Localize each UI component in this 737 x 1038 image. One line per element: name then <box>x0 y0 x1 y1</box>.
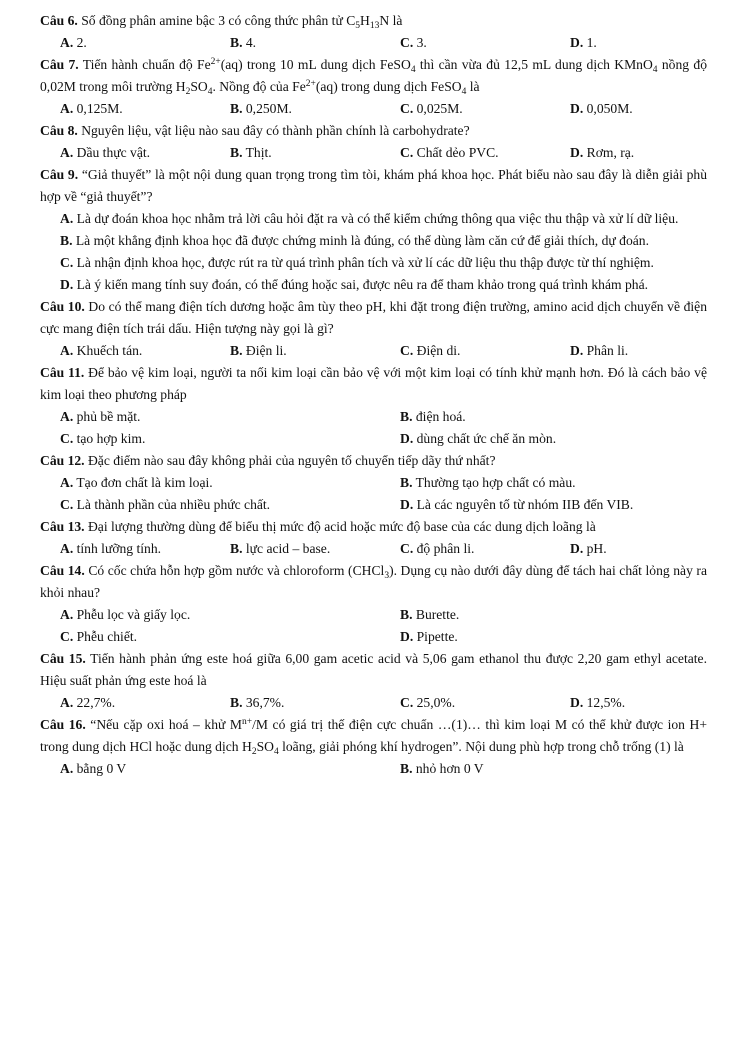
question-16-options <box>40 758 707 780</box>
question-6-label: Câu 6. <box>40 13 78 28</box>
question-15-label: Câu 15. <box>40 651 86 666</box>
option-d[interactable]: D. Là các nguyên tố từ nhóm IIB đến VIB. <box>400 497 634 512</box>
question-14-label: Câu 14. <box>40 563 85 578</box>
question-16 <box>40 714 707 780</box>
option-d[interactable]: D. Pipette. <box>400 629 458 644</box>
option-a[interactable]: A. bằng 0 V <box>60 761 127 776</box>
option-a[interactable]: A. Phễu lọc và giấy lọc. <box>60 607 191 622</box>
option-a[interactable]: A. 2. <box>60 35 87 50</box>
question-7-stem: Câu 7. Tiến hành chuẩn độ $Fe^{2+}(aq)$ trong 10 mL dung dịch FeSO$_4$ thì cần vừa đủ 12,5 mL dung dịch KMnO$_4$ nồng độ 0,02M trong môi trường $H_2SO_4$. Nồng độ của $Fe^{2+}(aq)$ trong dung dịch FeSO$_4$ là <box>40 57 707 97</box>
option-c[interactable]: C. 3. <box>400 35 427 50</box>
question-10-options <box>40 340 707 362</box>
question-9-label: Câu 9. <box>40 167 79 182</box>
question-13-stem: Câu 13. Đại lượng thường dùng để biểu thị mức độ acid hoặc mức độ base của các dung dịch loãng là <box>40 519 596 534</box>
option-c[interactable]: C. Là thành phần của nhiều phức chất. <box>60 497 271 512</box>
option-a[interactable]: A. Dầu thực vật. <box>60 145 151 160</box>
question-12-options <box>40 472 707 516</box>
option-b[interactable]: B. 0,250M. <box>230 101 292 116</box>
question-6 <box>40 10 707 54</box>
question-9-stem: Câu 9. “Giả thuyết” là một nội dung quan trọng trong tìm tòi, khám phá khoa học. Phát biểu nào sau đây là diễn giải phù hợp về “giả thuyết”? <box>40 167 707 204</box>
question-14-options <box>40 604 707 648</box>
option-c[interactable]: C. Phễu chiết. <box>60 629 138 644</box>
option-d[interactable]: D. 0,050M. <box>570 101 633 116</box>
option-d[interactable]: D. pH. <box>570 541 607 556</box>
question-12-label: Câu 12. <box>40 453 85 468</box>
option-d[interactable]: D. 12,5%. <box>570 695 626 710</box>
option-c[interactable]: C. tạo hợp kim. <box>60 431 146 446</box>
question-11-label: Câu 11. <box>40 365 85 380</box>
question-8 <box>40 120 707 164</box>
question-6-options <box>40 32 707 54</box>
question-9 <box>40 164 707 296</box>
question-8-options <box>40 142 707 164</box>
option-a[interactable]: A. tính lưỡng tính. <box>60 541 162 556</box>
question-15 <box>40 648 707 714</box>
option-a[interactable]: A. 22,7%. <box>60 695 116 710</box>
option-d[interactable]: D. Là ý kiến mang tính suy đoán, có thể đúng hoặc sai, được nêu ra để tham khảo trong quá trình khám phá. <box>60 277 649 292</box>
question-9-options <box>40 208 707 296</box>
option-b[interactable]: B. Điện li. <box>230 343 287 358</box>
option-a[interactable]: A. Là dự đoán khoa học nhằm trả lời câu hỏi đặt ra và có thể kiểm chứng thông qua việc thu thập và xử lí dữ liệu. <box>60 211 679 226</box>
question-6-stem: Câu 6. Số đồng phân amine bậc 3 có công thức phân tử $C_5H_{13}N$ là <box>40 13 403 31</box>
question-11-stem: Câu 11. Để bảo vệ kim loại, người ta nối kim loại cần bảo vệ với một kim loại có tính khử mạnh hơn. Đó là cách bảo vệ kim loại theo phương pháp <box>40 365 707 402</box>
option-c[interactable]: C. 0,025M. <box>400 101 463 116</box>
option-a[interactable]: A. Tạo đơn chất là kim loại. <box>60 475 213 490</box>
option-b[interactable]: B. lực acid – base. <box>230 541 331 556</box>
question-10 <box>40 296 707 362</box>
option-a[interactable]: A. Khuếch tán. <box>60 343 143 358</box>
option-c[interactable]: C. Là nhận định khoa học, được rút ra từ quá trình phân tích và xử lí các dữ liệu thu thập được từ thí nghiệm. <box>60 255 654 270</box>
option-d[interactable]: D. Rơm, rạ. <box>570 145 635 160</box>
option-c[interactable]: C. Chất dẻo PVC. <box>400 145 499 160</box>
question-11-options <box>40 406 707 450</box>
option-b[interactable]: B. 4. <box>230 35 257 50</box>
option-b[interactable]: B. điện hoá. <box>400 409 466 424</box>
option-b[interactable]: B. Thường tạo hợp chất có màu. <box>400 475 576 490</box>
question-10-stem: Câu 10. Do có thể mang điện tích dương hoặc âm tùy theo pH, khi đặt trong điện trường, amino acid dịch chuyển về điện cực mang điện tích trái dấu. Hiện tượng này gọi là gì? <box>40 299 707 336</box>
question-10-label: Câu 10. <box>40 299 85 314</box>
question-16-label: Câu 16. <box>40 717 86 732</box>
question-8-stem: Câu 8. Nguyên liệu, vật liệu nào sau đây có thành phần chính là carbohydrate? <box>40 123 470 138</box>
question-12-stem: Câu 12. Đặc điểm nào sau đây không phải của nguyên tố chuyển tiếp dãy thứ nhất? <box>40 453 496 468</box>
question-7 <box>40 54 707 120</box>
option-c[interactable]: C. Điện di. <box>400 343 461 358</box>
question-16-stem: Câu 16. “Nếu cặp oxi hoá – khử $M^{n+}/M$ có giá trị thế điện cực chuẩn …(1)… thì kim loại M có thể khử được ion H+ trong dung dịch HCl hoặc dung dịch $H_2SO_4$ loãng, giải phóng khí hydrogen”. Nội dung phù hợp trong chỗ trống (1) là <box>40 717 708 757</box>
question-13 <box>40 516 707 560</box>
option-c[interactable]: C. độ phân li. <box>400 541 475 556</box>
question-15-options <box>40 692 707 714</box>
question-7-label: Câu 7. <box>40 57 79 72</box>
option-b[interactable]: B. Là một khẳng định khoa học đã được chứng minh là đúng, có thể dùng làm căn cứ để giải thích, dự đoán. <box>60 233 649 248</box>
question-11 <box>40 362 707 450</box>
option-b[interactable]: B. Thịt. <box>230 145 272 160</box>
question-15-stem: Câu 15. Tiến hành phản ứng este hoá giữa 6,00 gam acetic acid và 5,06 gam ethanol thu được 2,20 gam ethyl acetate. Hiệu suất phản ứng este hoá là <box>40 651 707 688</box>
question-12 <box>40 450 707 516</box>
question-8-label: Câu 8. <box>40 123 78 138</box>
option-a[interactable]: A. phủ bề mặt. <box>60 409 141 424</box>
option-b[interactable]: B. 36,7%. <box>230 695 285 710</box>
question-14 <box>40 560 707 648</box>
option-a[interactable]: A. 0,125M. <box>60 101 123 116</box>
option-b[interactable]: B. nhỏ hơn 0 V <box>400 761 484 776</box>
option-c[interactable]: C. 25,0%. <box>400 695 456 710</box>
question-7-options <box>40 98 707 120</box>
question-14-stem: Câu 14. Có cốc chứa hỗn hợp gồm nước và chloroform (CHCl$_3$). Dụng cụ nào dưới đây dùng để tách hai chất lỏng này ra khỏi nhau? <box>40 563 707 600</box>
question-13-options <box>40 538 707 560</box>
option-d[interactable]: D. 1. <box>570 35 597 50</box>
option-d[interactable]: D. Phân li. <box>570 343 629 358</box>
question-13-label: Câu 13. <box>40 519 85 534</box>
option-d[interactable]: D. dùng chất ức chế ăn mòn. <box>400 431 557 446</box>
option-b[interactable]: B. Burette. <box>400 607 460 622</box>
